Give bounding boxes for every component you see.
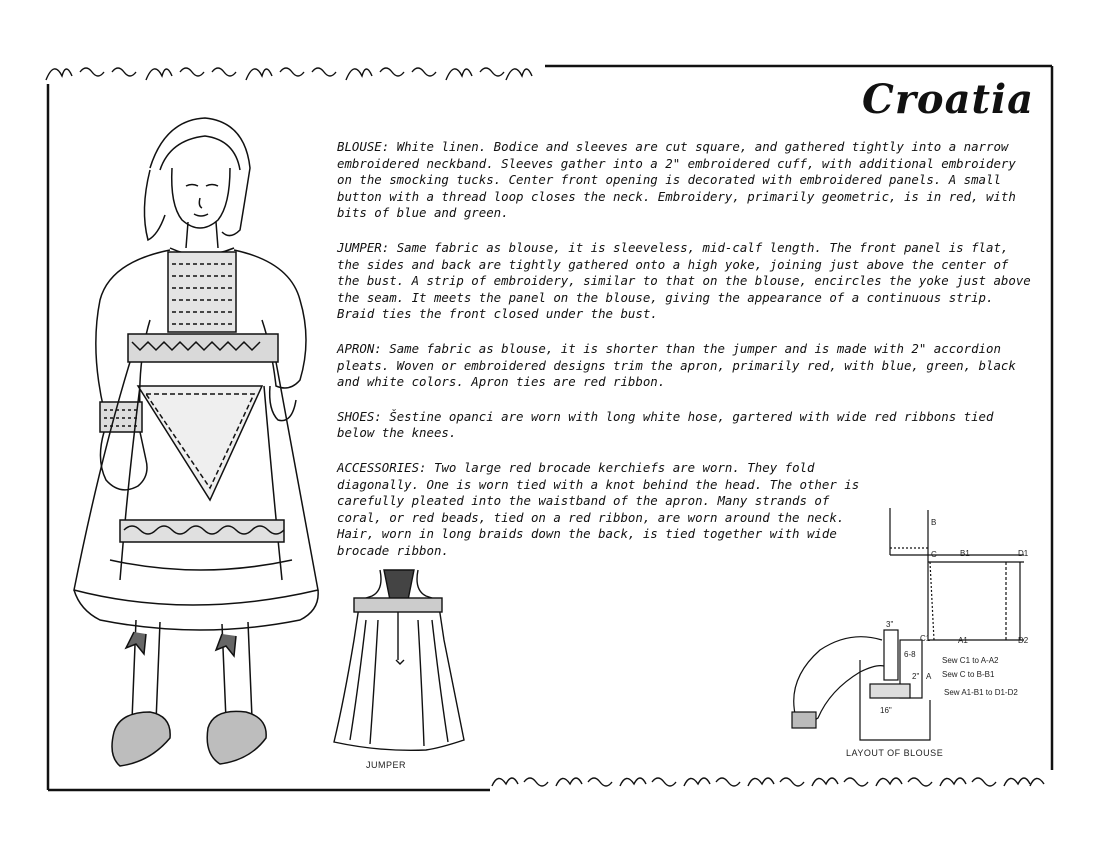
section-blouse [337, 139, 1037, 222]
section-label: SHOES: [337, 408, 382, 424]
diagram-label-b1: B1 [960, 549, 970, 558]
diagram-label-sixteen-inch: 16" [880, 706, 892, 715]
section-label: JUMPER: [337, 239, 390, 255]
diagram-label-c: C [931, 550, 937, 559]
section-label: ACCESSORIES: [337, 459, 427, 475]
jumper-caption: JUMPER [366, 760, 407, 770]
sew-instruction-2: Sew C to B-B1 [942, 670, 995, 679]
section-shoes [337, 409, 1037, 442]
diagram-label-d1: D1 [1018, 549, 1029, 558]
page-title: Croatia [862, 76, 1035, 123]
diagram-label-c1: C1 [920, 634, 931, 643]
section-label: BLOUSE: [337, 139, 390, 154]
diagram-label-d2: D2 [1018, 636, 1029, 645]
costume-description [337, 139, 1037, 577]
section-jumper [337, 240, 1037, 323]
diagram-label-a1: A1 [958, 636, 968, 645]
diagram-label-six-eight: 6-8 [904, 650, 916, 659]
diagram-label-b: B [931, 518, 937, 527]
section-text: White linen. Bodice and sleeves are cut square, and gathered tightly into a narrow embroidered neckband. Sleeves gather into a 2" embroidered cuff, with additional embroidery on the smocking tucks. Center front opening is decorated with embroidered panels. A small button with a thread loop closes the neck. Embroidery, primarily geometric, is in red, with bits of blue and green. [337, 139, 1016, 221]
diagram-label-two-inch: 2" [912, 672, 920, 681]
diagram-label-a: A [926, 672, 932, 681]
section-text: Šestine opanci are worn with long white hose, gartered with wide red ribbons tied below the knees. [337, 408, 994, 441]
costume-figure-illustration [74, 118, 318, 766]
section-text: Two large red brocade kerchiefs are worn. They fold diagonally. One is worn tied with a knot behind the head. The other is carefully pleated into the waistband of the apron. Many strands of coral, or red beads, tied on a red ribbon, are worn around the neck. Hair, worn in long braids down the back, is tied together with wide brocade ribbon. [337, 459, 860, 558]
section-text: Same fabric as blouse, it is shorter than the jumper and is made with 2" accordion pleats. Woven or embroidered designs trim the apron, primarily red, with blue, green, black and white colors. Apron ties are red ribbon. [337, 340, 1016, 390]
section-text: Same fabric as blouse, it is sleeveless, mid-calf length. The front panel is flat, the sides and back are tightly gathered onto a high yoke, joining just above the center of the bust. A strip of embroidery, similar to that on the blouse, encircles the yoke just above the seam. It meets the panel on the blouse, giving the appearance of a continuous strip. Braid ties the front closed under the bust. [337, 239, 1031, 322]
top-scroll-ornament [46, 68, 532, 80]
diagram-label-three-inch: 3" [886, 620, 894, 629]
section-apron [337, 341, 1037, 391]
layout-caption: LAYOUT OF BLOUSE [846, 748, 944, 758]
section-label: APRON: [337, 340, 382, 356]
sew-instruction-3: Sew A1-B1 to D1-D2 [944, 688, 1018, 697]
section-accessories [337, 460, 877, 560]
sew-instruction-1: Sew C1 to A-A2 [942, 656, 999, 665]
bottom-scroll-ornament [492, 778, 1044, 786]
jumper-sketch [334, 570, 464, 750]
